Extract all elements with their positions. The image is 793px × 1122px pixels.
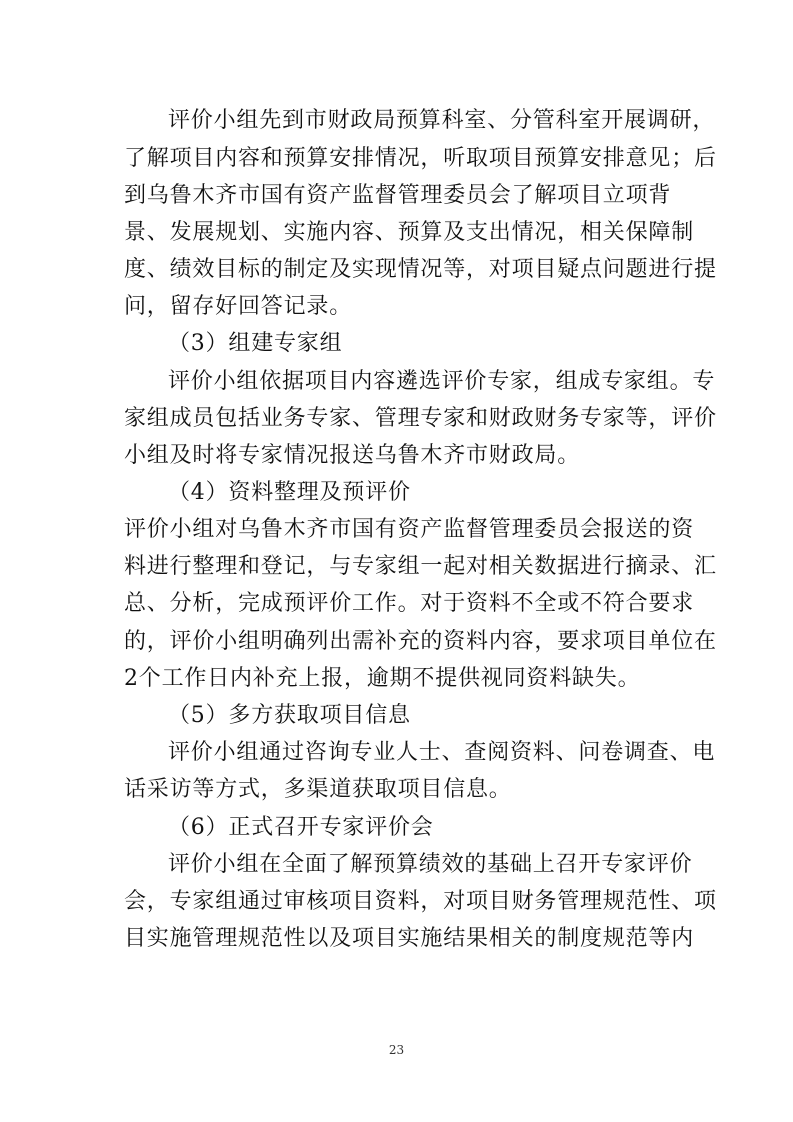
- paragraph-line: 2个工作日内补充上报，逾期不提供视同资料缺失。: [124, 666, 641, 691]
- section-heading: （5）多方获取项目信息: [168, 703, 411, 728]
- paragraph-line: 评价小组对乌鲁木齐市国有资产监督管理委员会报送的资: [124, 517, 695, 542]
- paragraph-line: 总、分析，完成预评价工作。对于资料不全或不符合要求: [124, 591, 695, 616]
- paragraph-line: 景、发展规划、实施内容、预算及支出情况，相关保障制: [124, 220, 695, 245]
- paragraph-line: 了解项目内容和预算安排情况，听取项目预算安排意见；后: [124, 146, 717, 171]
- paragraph-line: 家组成员包括业务专家、管理专家和财政财务专家等，评价: [124, 406, 717, 431]
- paragraph-line: 话采访等方式，多渠道获取项目信息。: [124, 777, 512, 802]
- paragraph-line: 问，留存好回答记录。: [124, 294, 353, 319]
- paragraph-line: 评价小组先到市财政局预算科室、分管科室开展调研，: [168, 108, 716, 133]
- paragraph-line: 目实施管理规范性以及项目实施结果相关的制度规范等内: [124, 926, 695, 951]
- paragraph-line: 评价小组依据项目内容遴选评价专家，组成专家组。专: [168, 369, 716, 394]
- paragraph-line: 料进行整理和登记，与专家组一起对相关数据进行摘录、汇: [124, 554, 717, 579]
- paragraph-line: 度、绩效目标的制定及实现情况等，对项目疑点问题进行提: [124, 257, 717, 282]
- paragraph-line: 评价小组在全面了解预算绩效的基础上召开专家评价: [168, 852, 693, 877]
- page-number: 23: [388, 1043, 405, 1057]
- section-heading: （4）资料整理及预评价: [168, 480, 411, 505]
- section-heading: （3）组建专家组: [168, 331, 343, 356]
- paragraph-line: 评价小组通过咨询专业人士、查阅资料、问卷调查、电: [168, 740, 716, 765]
- paragraph-line: 会，专家组通过审核项目资料，对项目财务管理规范性、项: [124, 889, 717, 914]
- paragraph-line: 到乌鲁木齐市国有资产监督管理委员会了解项目立项背: [124, 183, 672, 208]
- paragraph-line: 小组及时将专家情况报送乌鲁木齐市财政局。: [124, 443, 581, 468]
- section-heading: （6）正式召开专家评价会: [168, 815, 434, 840]
- paragraph-line: 的，评价小组明确列出需补充的资料内容，要求项目单位在: [124, 629, 717, 654]
